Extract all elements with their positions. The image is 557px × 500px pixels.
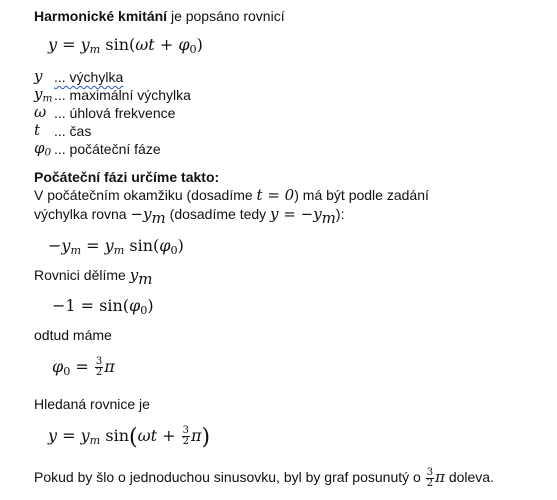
result-label: Hledaná rovnice je (34, 396, 150, 412)
intro-bold-term: Harmonické kmitání (34, 8, 168, 24)
eq-main-phi: φ (178, 35, 190, 54)
intro-rest: je popsáno rovnicí (167, 8, 285, 24)
def-symbol-ym: $y_m$ (34, 85, 53, 105)
divide-text: Rovnici dělíme $y_m$ (34, 266, 153, 288)
eq-main-ym: y (80, 35, 90, 54)
def-text-omega: ... úhlová frekvence (54, 105, 176, 121)
def-symbol-t: t (34, 121, 41, 139)
def-symbol-y: y (34, 67, 43, 85)
equation-substituted: $-y_m = y_m$ $\sin(\varphi_0)$ (48, 236, 184, 257)
def-symbol-phi0: $\varphi_0$ (34, 139, 52, 159)
eq-main-phi-sub: 0 (189, 42, 197, 56)
phase-para-line2: výchylka rovna $-y_m$ (dosadíme tedy $y = -y_m$): (34, 205, 345, 227)
def-text-y: ... výchylka (54, 69, 124, 85)
eq-main-equals: = (57, 35, 81, 54)
equation-divided: $-1 = \sin(\varphi_0)$ (52, 296, 154, 317)
intro-line (34, 7, 285, 25)
def-symbol-omega: ω (34, 103, 47, 121)
phase-para-line1: V počátečním okamžiku (dosadíme t = 0) má být podle zadání (34, 186, 429, 204)
def-text-phi0: ... počáteční fáze (54, 141, 161, 157)
def-text-t: ... čas (54, 123, 92, 139)
eq-main-ym-sub: m (89, 42, 101, 56)
hence-text: odtud máme (34, 327, 112, 343)
eq-main-omega-t: ωt (135, 35, 155, 54)
eq-main-lhs: y (48, 35, 58, 54)
equation-result: $y = y_m$ sin(ωt + $\frac{3}{2}$ π) (48, 425, 211, 450)
def-text-ym: ... maximální výchylka (54, 87, 191, 103)
equation-phi: $\varphi_0$ = $\frac{3}{2}$ π (52, 356, 115, 378)
eq-main-func: sin( (100, 35, 136, 54)
phase-heading: Počáteční fázi určíme takto: (34, 169, 220, 185)
eq-main-plus: + (154, 35, 179, 54)
equation-main (48, 35, 203, 55)
closing-sentence: Pokud by šlo o jednoduchou sinusovku, byl by graf posunutý o $\frac{3}{2}$ π doleva. (34, 467, 494, 489)
eq-main-close: ) (196, 35, 203, 54)
